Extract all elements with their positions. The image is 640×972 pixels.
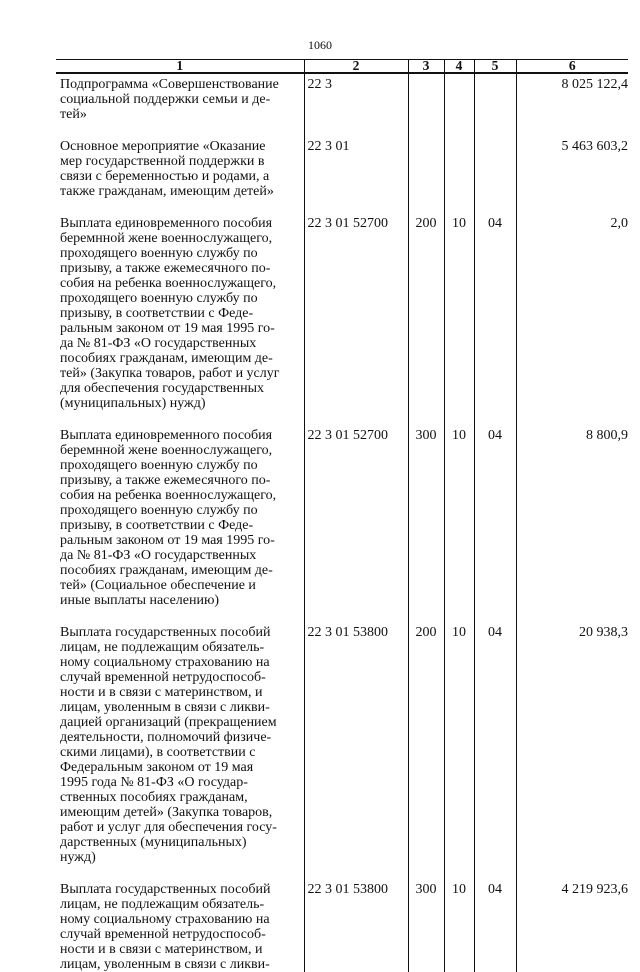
row-name: Выплата единовременного пособия беремнной жене военнослужащего, проходящего военную службу по призыву, а также ежемесячного по- собия на ребенка военнослужащего, проходящего военную службу по призыву, в соответствии с Феде- ральным законом от 19 мая 1995 го- да № 81-ФЗ «О государственных пособиях гражданам, имеющим де- тей» (Закупка товаров, работ и услуг для обеспечения государственных (муниципальных) нужд) <box>56 216 304 411</box>
row-name: Основное мероприятие «Оказание мер государственной поддержки в связи с беременностью и родами, а также гражданам, имеющим детей» <box>56 139 304 199</box>
header-col-3: 3 <box>408 60 444 74</box>
row-vr <box>408 73 444 122</box>
page-number: 1060 <box>308 38 332 52</box>
row-rz: 10 <box>444 882 474 972</box>
row-name: Выплата единовременного пособия беремнной жене военнослужащего, проходящего военную службу по призыву, а также ежемесячного по- собия на ребенка военнослужащего, проходящего военную службу по призыву, в соответствии с Феде- ральным законом от 19 мая 1995 го- да № 81-ФЗ «О государственных пособиях гражданам, имеющим де- тей» (Социальное обеспечение и иные выплаты населению) <box>56 428 304 608</box>
row-spacer <box>56 199 628 216</box>
header-col-4: 4 <box>444 60 474 74</box>
row-pr: 04 <box>474 625 516 865</box>
header-col-5: 5 <box>474 60 516 74</box>
row-vr <box>408 139 444 199</box>
row-vr: 200 <box>408 216 444 411</box>
row-pr: 04 <box>474 216 516 411</box>
row-name: Подпрограмма «Совершенствование социальной поддержки семьи и де- тей» <box>56 73 304 122</box>
table-row <box>56 73 628 122</box>
row-rz <box>444 73 474 122</box>
row-spacer <box>56 608 628 625</box>
row-vr: 300 <box>408 882 444 972</box>
row-amount: 8 800,9 <box>516 428 628 608</box>
row-spacer <box>56 865 628 882</box>
table-row <box>56 882 628 972</box>
header-row <box>56 60 628 74</box>
row-code: 22 3 01 53800 <box>304 882 408 972</box>
header-col-2: 2 <box>304 60 408 74</box>
row-code: 22 3 01 <box>304 139 408 199</box>
row-pr: 04 <box>474 882 516 972</box>
row-vr: 200 <box>408 625 444 865</box>
row-pr <box>474 73 516 122</box>
row-spacer <box>56 411 628 428</box>
row-code: 22 3 <box>304 73 408 122</box>
row-amount: 2,0 <box>516 216 628 411</box>
row-amount: 8 025 122,4 <box>516 73 628 122</box>
row-amount: 4 219 923,6 <box>516 882 628 972</box>
row-rz: 10 <box>444 428 474 608</box>
row-pr <box>474 139 516 199</box>
row-rz: 10 <box>444 216 474 411</box>
table-row <box>56 428 628 608</box>
row-pr: 04 <box>474 428 516 608</box>
row-amount: 20 938,3 <box>516 625 628 865</box>
table-row <box>56 139 628 199</box>
row-rz <box>444 139 474 199</box>
row-vr: 300 <box>408 428 444 608</box>
header-col-6: 6 <box>516 60 628 74</box>
row-spacer <box>56 122 628 139</box>
row-amount: 5 463 603,2 <box>516 139 628 199</box>
row-code: 22 3 01 53800 <box>304 625 408 865</box>
row-code: 22 3 01 52700 <box>304 428 408 608</box>
row-code: 22 3 01 52700 <box>304 216 408 411</box>
header-col-1: 1 <box>56 60 304 74</box>
row-name: Выплата государственных пособий лицам, не подлежащим обязатель- ному социальному страхованию на случай временной нетрудоспособ- ности и в связи с материнством, и лицам, уволенным в связи с ликви- <box>56 882 304 972</box>
table-row <box>56 216 628 411</box>
row-rz: 10 <box>444 625 474 865</box>
budget-table <box>56 59 628 972</box>
table-row <box>56 625 628 865</box>
row-name: Выплата государственных пособий лицам, не подлежащим обязатель- ному социальному страхованию на случай временной нетрудоспособ- ности и в связи с материнством, и лицам, уволенным в связи с ликви- дацией организаций (прекращением деятельности, полномочий физиче- скими лицами), в соответствии с Федеральным законом от 19 мая 1995 года № 81-ФЗ «О государ- ственных пособиях гражданам, имеющим детей» (Закупка товаров, работ и услуг для обеспечения госу- дарственных (муниципальных) нужд) <box>56 625 304 865</box>
